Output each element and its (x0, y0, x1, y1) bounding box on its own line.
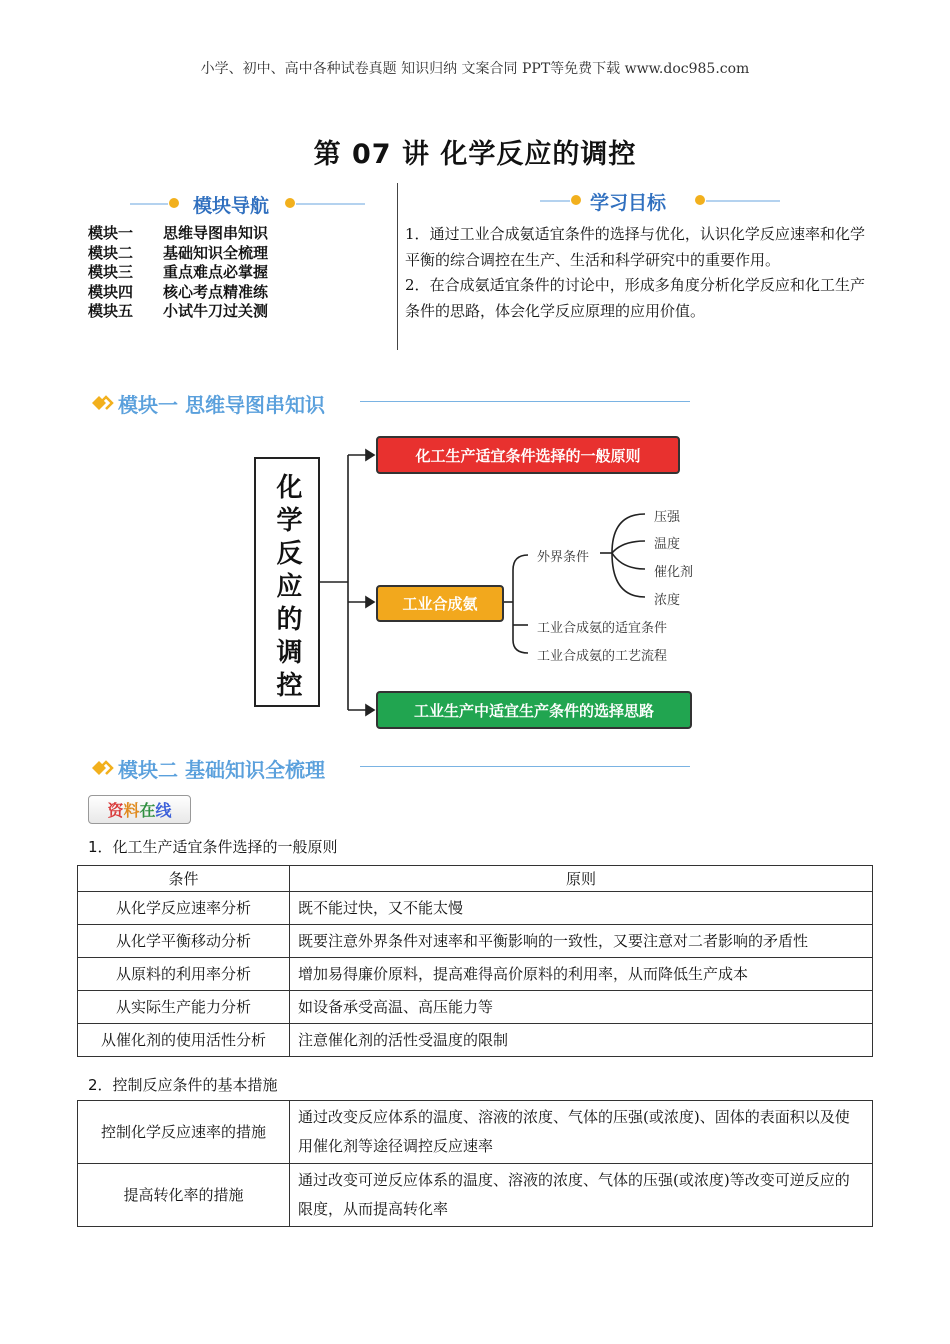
condition-cell: 从化学平衡移动分析 (78, 925, 290, 958)
mindmap-center-label: 化学反应的调控 (272, 473, 302, 704)
badge-char: 料 (123, 801, 140, 820)
mindmap-branch-selection: 工业生产中适宜生产条件的选择思路 (376, 691, 692, 729)
subheading-principles: 1．化工生产适宜条件选择的一般原则 (88, 838, 338, 856)
condition-cell: 从原料的利用率分析 (78, 958, 290, 991)
principle-cell: 既不能过快，又不能太慢 (290, 892, 873, 925)
mindmap-leaf-process: 工业合成氨的工艺流程 (537, 649, 668, 664)
table-row (78, 892, 873, 925)
nav-item-label: 核心考点精准练 (163, 282, 269, 301)
mindmap-leaf-condition: 催化剂 (654, 565, 694, 580)
nav-item-num: 模块四 (88, 282, 134, 301)
measure-name-cell: 提高转化率的措施 (78, 1164, 290, 1227)
nav-item-num: 模块一 (88, 224, 134, 242)
nav-item-label: 思维导图串知识 (163, 224, 269, 242)
mindmap-leaf-external: 外界条件 (537, 550, 590, 565)
table-row (78, 958, 873, 991)
goal-item: 2．在合成氨适宜条件的讨论中，形成多角度分析化学反应和化工生产条件的思路，体会化学反应原理的应用价值。 (405, 276, 865, 320)
section1-heading: 模块一 思维导图串知识 (118, 393, 325, 417)
data-online-badge (88, 795, 191, 824)
mindmap-leaf-condition: 温度 (654, 537, 681, 552)
table-row (78, 925, 873, 958)
measure-name-cell: 控制化学反应速率的措施 (78, 1101, 290, 1164)
principles-table (77, 865, 873, 1057)
measure-detail-cell: 通过改变反应体系的温度、溶液的浓度、气体的压强(或浓度)、固体的表面积以及使用催化剂等途径调控反应速率 (290, 1101, 873, 1164)
mindmap-leaf-condition: 压强 (654, 510, 681, 525)
measures-table (77, 1100, 873, 1227)
nav-item-label: 重点难点必掌握 (163, 263, 269, 281)
badge-char: 在 (139, 801, 156, 820)
table-header-cell: 原则 (290, 866, 873, 892)
mindmap-leaf-condition: 浓度 (654, 593, 681, 608)
table-row (78, 1024, 873, 1057)
page-title: 第 07 讲 化学反应的调控 (313, 139, 637, 170)
page-header: 小学、初中、高中各种试卷真题 知识归纳 文案合同 PPT等免费下载 www.doc985.com (200, 61, 750, 77)
nav-heading: 模块导航 (193, 195, 270, 217)
goal-item: 1．通过工业合成氨适宜条件的选择与优化，认识化学反应速率和化学平衡的综合调控在生产、生活和科学研究中的重要作用。 (405, 225, 865, 269)
nav-item-label: 小试牛刀过关测 (163, 302, 269, 320)
nav-item-num: 模块五 (88, 302, 134, 320)
principle-cell: 增加易得廉价原料，提高难得高价原料的利用率，从而降低生产成本 (290, 958, 873, 991)
section2-rule (360, 766, 690, 767)
table-header-row (78, 866, 873, 892)
principle-cell: 如设备承受高温、高压能力等 (290, 991, 873, 1024)
subheading-measures: 2．控制反应条件的基本措施 (88, 1076, 278, 1094)
section2-heading: 模块二 基础知识全梳理 (118, 758, 325, 782)
nav-item-num: 模块二 (88, 243, 134, 262)
condition-cell: 从实际生产能力分析 (78, 991, 290, 1024)
goals-heading: 学习目标 (590, 192, 667, 214)
mindmap-leaf-suitable: 工业合成氨的适宜条件 (537, 621, 668, 636)
measure-detail-cell: 通过改变可逆反应体系的温度、溶液的浓度、气体的压强(或浓度)等改变可逆反应的限度，从而提高转化率 (290, 1164, 873, 1227)
mindmap-branch-principles: 化工生产适宜条件选择的一般原则 (376, 436, 680, 474)
table-row (78, 1164, 873, 1227)
table-row (78, 991, 873, 1024)
mindmap-center (254, 457, 320, 707)
mindmap-branch-ammonia: 工业合成氨 (376, 585, 504, 622)
nav-item-num: 模块三 (88, 263, 134, 281)
condition-cell: 从催化剂的使用活性分析 (78, 1024, 290, 1057)
badge-char: 资 (107, 801, 124, 820)
nav-item-label: 基础知识全梳理 (163, 243, 269, 262)
principle-cell: 既要注意外界条件对速率和平衡影响的一致性，又要注意对二者影响的矛盾性 (290, 925, 873, 958)
table-row (78, 1101, 873, 1164)
table-header-cell: 条件 (78, 866, 290, 892)
condition-cell: 从化学反应速率分析 (78, 892, 290, 925)
badge-char: 线 (155, 801, 172, 820)
principle-cell: 注意催化剂的活性受温度的限制 (290, 1024, 873, 1057)
double-chevron-icon (88, 756, 116, 780)
